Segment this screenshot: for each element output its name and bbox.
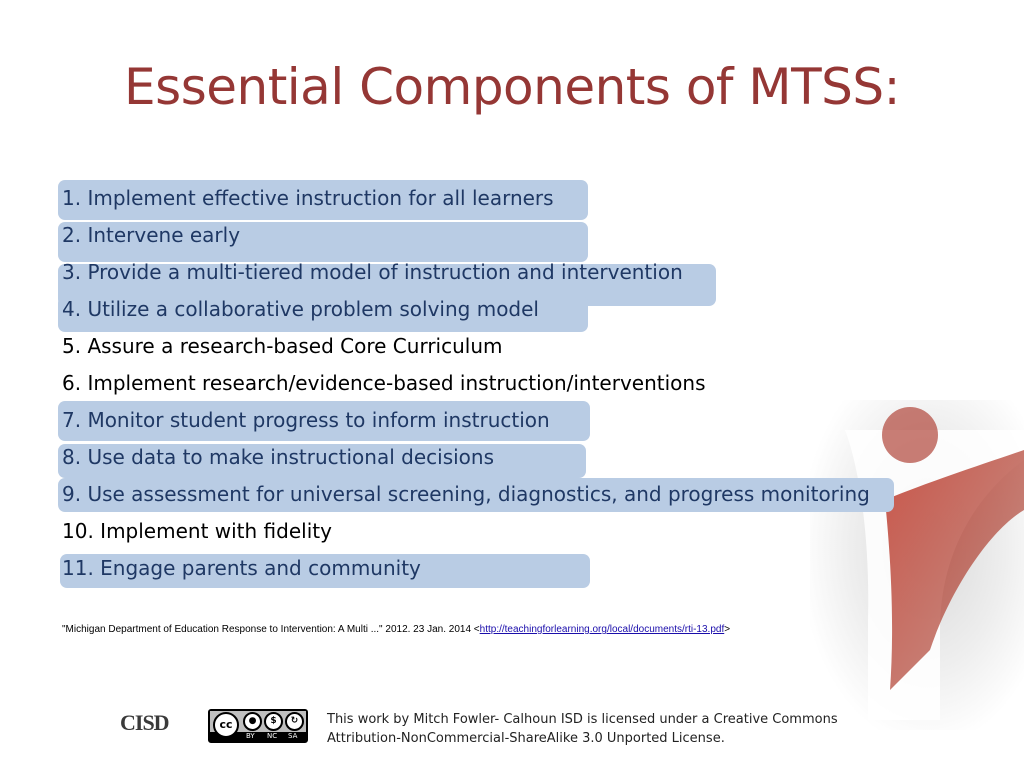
- cc-sa-label: SA: [288, 732, 298, 740]
- attribution-person-icon: ●: [243, 712, 262, 731]
- list-item: 1. Implement effective instruction for all learners: [62, 186, 554, 210]
- list-item: 6. Implement research/evidence-based instruction/interventions: [62, 371, 706, 395]
- license-text: [327, 710, 847, 748]
- list-item: 4. Utilize a collaborative problem solving model: [62, 297, 539, 321]
- list-item: 7. Monitor student progress to inform instruction: [62, 408, 550, 432]
- list-item: 2. Intervene early: [62, 223, 241, 247]
- cisd-logo: CISD: [120, 710, 169, 735]
- citation-suffix: >: [724, 624, 731, 635]
- citation-link[interactable]: http://teachingforlearning.org/local/documents/rti-13.pdf: [479, 624, 725, 635]
- list-item: 9. Use assessment for universal screening, diagnostics, and progress monitoring: [62, 482, 870, 506]
- citation: [62, 624, 730, 635]
- list-item: 3. Provide a multi-tiered model of instruction and intervention: [62, 260, 683, 284]
- citation-text: "Michigan Department of Education Response to Intervention: A Multi ..." 2012. 23 Jan. 2014 <: [62, 624, 480, 635]
- cc-by-label: BY: [246, 732, 255, 740]
- slide-title: Essential Components of MTSS:: [124, 58, 900, 116]
- sharealike-icon: ↻: [285, 712, 304, 731]
- list-item: 11. Engage parents and community: [62, 556, 421, 580]
- list-item: 10. Implement with fidelity: [62, 519, 332, 543]
- license-line-2: Attribution-NonCommercial-ShareAlike 3.0 Unported License.: [327, 731, 725, 746]
- list-item: 5. Assure a research-based Core Curriculum: [62, 334, 503, 358]
- creative-commons-badge-icon[interactable]: [208, 709, 308, 743]
- cc-nc-label: NC: [267, 732, 278, 740]
- license-line-1: This work by Mitch Fowler- Calhoun ISD is licensed under a Creative Commons: [327, 712, 838, 727]
- noncommercial-icon: $: [264, 712, 283, 731]
- info-i-logo-icon: [790, 390, 1024, 730]
- cc-icon: cc: [213, 712, 239, 738]
- list-item: 8. Use data to make instructional decisions: [62, 445, 495, 469]
